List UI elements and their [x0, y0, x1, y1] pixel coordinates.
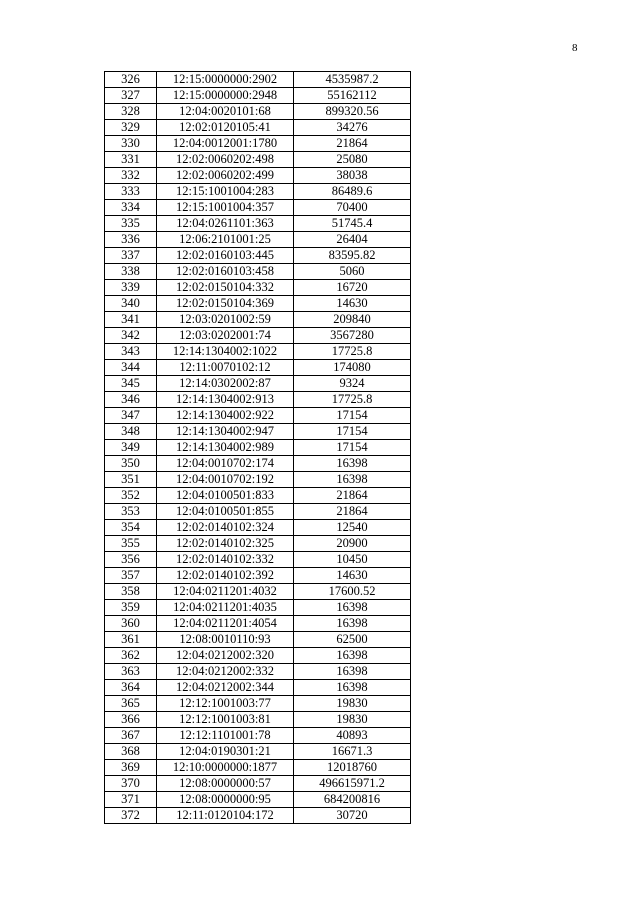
table-row	[105, 504, 411, 520]
table-row	[105, 472, 411, 488]
table-row	[105, 152, 411, 168]
cadastral-number-cell: 12:15:0000000:2902	[157, 72, 294, 88]
table-row	[105, 616, 411, 632]
value-cell: 12540	[294, 520, 411, 536]
value-cell: 9324	[294, 376, 411, 392]
cadastral-number-cell: 12:03:0201002:59	[157, 312, 294, 328]
row-number-cell: 359	[105, 600, 157, 616]
cadastral-number-cell: 12:02:0060202:499	[157, 168, 294, 184]
table-row	[105, 104, 411, 120]
value-cell: 21864	[294, 488, 411, 504]
row-number-cell: 364	[105, 680, 157, 696]
row-number-cell: 343	[105, 344, 157, 360]
row-number-cell: 354	[105, 520, 157, 536]
cadastral-number-cell: 12:02:0140102:325	[157, 536, 294, 552]
cadastral-number-cell: 12:08:0000000:57	[157, 776, 294, 792]
row-number-cell: 341	[105, 312, 157, 328]
row-number-cell: 369	[105, 760, 157, 776]
table-row	[105, 344, 411, 360]
row-number-cell: 337	[105, 248, 157, 264]
row-number-cell: 342	[105, 328, 157, 344]
row-number-cell: 365	[105, 696, 157, 712]
value-cell: 21864	[294, 504, 411, 520]
value-cell: 83595.82	[294, 248, 411, 264]
cadastral-number-cell: 12:04:0211201:4054	[157, 616, 294, 632]
value-cell: 4535987.2	[294, 72, 411, 88]
table-row	[105, 488, 411, 504]
cadastral-number-cell: 12:02:0140102:324	[157, 520, 294, 536]
value-cell: 16398	[294, 648, 411, 664]
row-number-cell: 367	[105, 728, 157, 744]
table-row	[105, 216, 411, 232]
cadastral-number-cell: 12:14:1304002:947	[157, 424, 294, 440]
cadastral-number-cell: 12:02:0150104:332	[157, 280, 294, 296]
row-number-cell: 352	[105, 488, 157, 504]
cadastral-number-cell: 12:12:1001003:77	[157, 696, 294, 712]
value-cell: 12018760	[294, 760, 411, 776]
value-cell: 16398	[294, 472, 411, 488]
row-number-cell: 349	[105, 440, 157, 456]
row-number-cell: 336	[105, 232, 157, 248]
value-cell: 16398	[294, 456, 411, 472]
value-cell: 70400	[294, 200, 411, 216]
table-row	[105, 648, 411, 664]
value-cell: 17725.8	[294, 344, 411, 360]
value-cell: 30720	[294, 808, 411, 824]
row-number-cell: 334	[105, 200, 157, 216]
row-number-cell: 362	[105, 648, 157, 664]
value-cell: 17154	[294, 408, 411, 424]
cadastral-number-cell: 12:06:2101001:25	[157, 232, 294, 248]
value-cell: 17154	[294, 440, 411, 456]
table-row	[105, 328, 411, 344]
row-number-cell: 335	[105, 216, 157, 232]
cadastral-value-table	[104, 71, 411, 824]
table-row	[105, 536, 411, 552]
table-row	[105, 696, 411, 712]
row-number-cell: 326	[105, 72, 157, 88]
cadastral-number-cell: 12:04:0020101:68	[157, 104, 294, 120]
cadastral-number-cell: 12:02:0150104:369	[157, 296, 294, 312]
row-number-cell: 370	[105, 776, 157, 792]
value-cell: 5060	[294, 264, 411, 280]
row-number-cell: 333	[105, 184, 157, 200]
table-row	[105, 440, 411, 456]
value-cell: 10450	[294, 552, 411, 568]
row-number-cell: 329	[105, 120, 157, 136]
cadastral-number-cell: 12:04:0212002:344	[157, 680, 294, 696]
table-row	[105, 280, 411, 296]
cadastral-number-cell: 12:08:0000000:95	[157, 792, 294, 808]
row-number-cell: 351	[105, 472, 157, 488]
table-row	[105, 264, 411, 280]
cadastral-number-cell: 12:03:0202001:74	[157, 328, 294, 344]
value-cell: 19830	[294, 712, 411, 728]
table-row	[105, 408, 411, 424]
table-row	[105, 120, 411, 136]
value-cell: 684200816	[294, 792, 411, 808]
table-row	[105, 776, 411, 792]
table-row	[105, 712, 411, 728]
table-row	[105, 232, 411, 248]
row-number-cell: 372	[105, 808, 157, 824]
value-cell: 496615971.2	[294, 776, 411, 792]
row-number-cell: 361	[105, 632, 157, 648]
value-cell: 20900	[294, 536, 411, 552]
table-row	[105, 632, 411, 648]
table-body	[105, 72, 411, 824]
value-cell: 16720	[294, 280, 411, 296]
table-row	[105, 168, 411, 184]
value-cell: 40893	[294, 728, 411, 744]
cadastral-number-cell: 12:12:1101001:78	[157, 728, 294, 744]
cadastral-number-cell: 12:04:0212002:332	[157, 664, 294, 680]
value-cell: 25080	[294, 152, 411, 168]
value-cell: 17725.8	[294, 392, 411, 408]
row-number-cell: 358	[105, 584, 157, 600]
row-number-cell: 350	[105, 456, 157, 472]
table-row	[105, 760, 411, 776]
cadastral-number-cell: 12:04:0261101:363	[157, 216, 294, 232]
cadastral-number-cell: 12:02:0140102:332	[157, 552, 294, 568]
cadastral-number-cell: 12:04:0100501:833	[157, 488, 294, 504]
row-number-cell: 344	[105, 360, 157, 376]
page-number: 8	[572, 42, 578, 54]
cadastral-number-cell: 12:11:0120104:172	[157, 808, 294, 824]
value-cell: 14630	[294, 568, 411, 584]
table-row	[105, 312, 411, 328]
value-cell: 26404	[294, 232, 411, 248]
value-cell: 62500	[294, 632, 411, 648]
row-number-cell: 357	[105, 568, 157, 584]
table-row	[105, 136, 411, 152]
cadastral-number-cell: 12:14:1304002:989	[157, 440, 294, 456]
table-row	[105, 392, 411, 408]
cadastral-number-cell: 12:04:0012001:1780	[157, 136, 294, 152]
row-number-cell: 340	[105, 296, 157, 312]
value-cell: 21864	[294, 136, 411, 152]
cadastral-number-cell: 12:10:0000000:1877	[157, 760, 294, 776]
row-number-cell: 363	[105, 664, 157, 680]
table-row	[105, 456, 411, 472]
table-row	[105, 600, 411, 616]
value-cell: 16398	[294, 600, 411, 616]
value-cell: 174080	[294, 360, 411, 376]
table-row	[105, 584, 411, 600]
table-row	[105, 808, 411, 824]
row-number-cell: 347	[105, 408, 157, 424]
cadastral-number-cell: 12:11:0070102:12	[157, 360, 294, 376]
table-row	[105, 664, 411, 680]
row-number-cell: 353	[105, 504, 157, 520]
cadastral-number-cell: 12:02:0160103:458	[157, 264, 294, 280]
cadastral-number-cell: 12:02:0120105:41	[157, 120, 294, 136]
table-row	[105, 424, 411, 440]
cadastral-number-cell: 12:14:1304002:922	[157, 408, 294, 424]
table-row	[105, 88, 411, 104]
row-number-cell: 328	[105, 104, 157, 120]
value-cell: 16398	[294, 680, 411, 696]
table-row	[105, 360, 411, 376]
value-cell: 17154	[294, 424, 411, 440]
cadastral-number-cell: 12:15:1001004:283	[157, 184, 294, 200]
row-number-cell: 348	[105, 424, 157, 440]
table-row	[105, 728, 411, 744]
cadastral-number-cell: 12:04:0010702:174	[157, 456, 294, 472]
value-cell: 16671.3	[294, 744, 411, 760]
row-number-cell: 346	[105, 392, 157, 408]
value-cell: 17600.52	[294, 584, 411, 600]
cadastral-number-cell: 12:04:0211201:4032	[157, 584, 294, 600]
table-row	[105, 552, 411, 568]
row-number-cell: 327	[105, 88, 157, 104]
value-cell: 34276	[294, 120, 411, 136]
cadastral-number-cell: 12:02:0140102:392	[157, 568, 294, 584]
table-row	[105, 568, 411, 584]
cadastral-number-cell: 12:14:1304002:913	[157, 392, 294, 408]
value-cell: 209840	[294, 312, 411, 328]
cadastral-number-cell: 12:02:0060202:498	[157, 152, 294, 168]
table-row	[105, 184, 411, 200]
value-cell: 899320.56	[294, 104, 411, 120]
row-number-cell: 360	[105, 616, 157, 632]
row-number-cell: 371	[105, 792, 157, 808]
row-number-cell: 368	[105, 744, 157, 760]
cadastral-number-cell: 12:04:0190301:21	[157, 744, 294, 760]
value-cell: 14630	[294, 296, 411, 312]
cadastral-number-cell: 12:04:0010702:192	[157, 472, 294, 488]
table-row	[105, 248, 411, 264]
row-number-cell: 331	[105, 152, 157, 168]
value-cell: 51745.4	[294, 216, 411, 232]
row-number-cell: 339	[105, 280, 157, 296]
row-number-cell: 332	[105, 168, 157, 184]
value-cell: 16398	[294, 616, 411, 632]
row-number-cell: 356	[105, 552, 157, 568]
value-cell: 3567280	[294, 328, 411, 344]
cadastral-number-cell: 12:08:0010110:93	[157, 632, 294, 648]
table-row	[105, 520, 411, 536]
row-number-cell: 355	[105, 536, 157, 552]
table-row	[105, 296, 411, 312]
table-row	[105, 200, 411, 216]
cadastral-number-cell: 12:15:0000000:2948	[157, 88, 294, 104]
cadastral-number-cell: 12:02:0160103:445	[157, 248, 294, 264]
value-cell: 55162112	[294, 88, 411, 104]
cadastral-number-cell: 12:14:1304002:1022	[157, 344, 294, 360]
cadastral-number-cell: 12:14:0302002:87	[157, 376, 294, 392]
value-cell: 19830	[294, 696, 411, 712]
table-row	[105, 744, 411, 760]
row-number-cell: 330	[105, 136, 157, 152]
cadastral-number-cell: 12:04:0100501:855	[157, 504, 294, 520]
value-cell: 38038	[294, 168, 411, 184]
table-row	[105, 792, 411, 808]
row-number-cell: 338	[105, 264, 157, 280]
value-cell: 86489.6	[294, 184, 411, 200]
cadastral-number-cell: 12:12:1001003:81	[157, 712, 294, 728]
row-number-cell: 366	[105, 712, 157, 728]
cadastral-number-cell: 12:15:1001004:357	[157, 200, 294, 216]
cadastral-number-cell: 12:04:0211201:4035	[157, 600, 294, 616]
value-cell: 16398	[294, 664, 411, 680]
table-row	[105, 680, 411, 696]
table-row	[105, 72, 411, 88]
row-number-cell: 345	[105, 376, 157, 392]
table-row	[105, 376, 411, 392]
cadastral-number-cell: 12:04:0212002:320	[157, 648, 294, 664]
